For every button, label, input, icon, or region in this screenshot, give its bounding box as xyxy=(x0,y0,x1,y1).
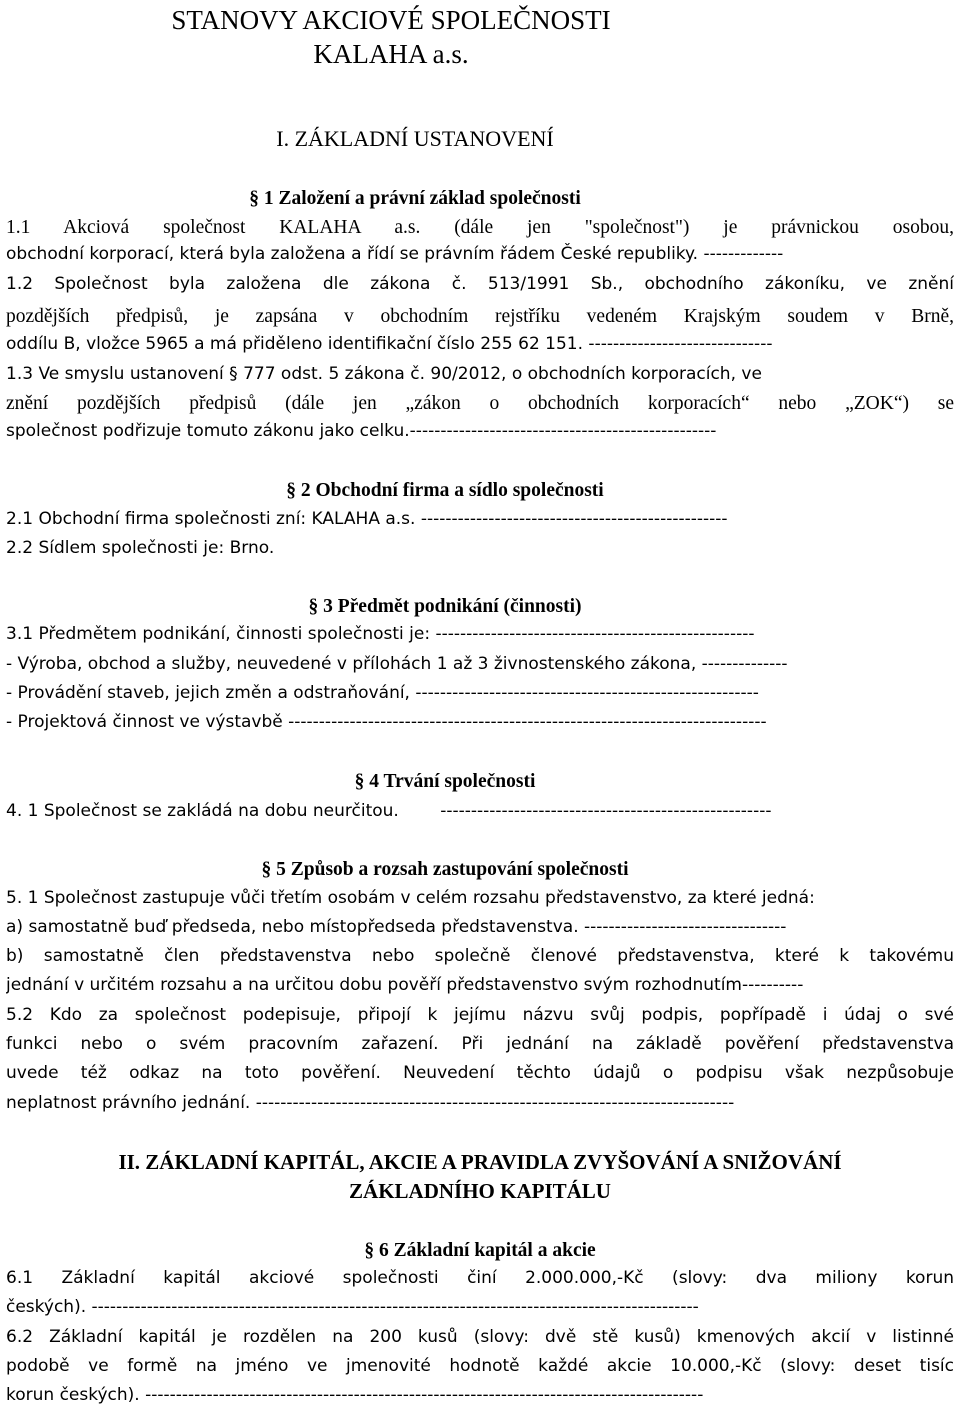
section-sign: § xyxy=(261,859,272,880)
paragraph-6-2-line-1: 6.2 Základní kapitál je rozdělen na 200 kusů (slovy: dvě stě kusů) kmenových akcií v listinné xyxy=(6,1327,954,1347)
paragraph-5-1-item-b-line-1: b) samostatně člen představenstva nebo společně členové představenstva, které k takovému xyxy=(6,946,954,966)
paragraph-1-2-line-3: oddílu B, vložce 5965 a má přiděleno identifikační číslo 255 62 151. ------------------------------ xyxy=(6,334,773,354)
paragraph-5-2-line-4: neplatnost právního jednání. ------------------------------------------------------------------------------ xyxy=(6,1093,735,1113)
paragraph-1-3-line-1 xyxy=(6,360,954,389)
article-1-heading xyxy=(6,184,954,213)
article-2-heading-text: 2 Obchodní firma a sídlo společnosti xyxy=(300,480,604,501)
part-1-heading: I. ZÁKLADNÍ USTANOVENÍ xyxy=(276,126,554,151)
activity-item-3: - Projektová činnost ve výstavbě ------------------------------------------------------------------------------ xyxy=(6,712,767,732)
paragraph-5-2-line-3: uvede též odkaz na toto pověření. Neuvedení těchto údajů o podpisu však nezpůsobuje xyxy=(6,1063,954,1083)
paragraph-2-1: 2.1 Obchodní firma společnosti zní: KALAHA a.s. -------------------------------------------------- xyxy=(6,509,728,529)
section-sign: § xyxy=(364,1240,375,1261)
section-sign: § xyxy=(229,364,238,384)
part-2-heading-line-2: ZÁKLADNÍHO KAPITÁLU xyxy=(349,1179,611,1203)
paragraph-6-1-line-1: 6.1 Základní kapitál akciové společnosti činí 2.000.000,-Kč (slovy: dva miliony korun xyxy=(6,1268,954,1288)
article-5-heading xyxy=(6,855,954,884)
article-3-heading-text: 3 Předmět podnikání (činnosti) xyxy=(323,596,582,617)
paragraph-1-3-text-b: 777 odst. 5 zákona č. 90/2012, o obchodních korporacích, ve xyxy=(237,364,762,384)
section-sign: § xyxy=(354,771,365,792)
paragraph-5-2-line-2: funkci nebo o svém pracovním zařazení. Při jednání na základě pověření představenstva xyxy=(6,1034,954,1054)
paragraph-5-2-line-1: 5.2 Kdo za společnost podepisuje, připojí k jejímu názvu svůj podpis, popřípadě i údaj o své xyxy=(6,1005,954,1025)
paragraph-4-1 xyxy=(6,797,954,826)
paragraph-1-3-line-2: znění pozdějších předpisů (dále jen „zákon o obchodních korporacích“ nebo „ZOK“) se xyxy=(6,393,954,414)
article-5-heading-text: 5 Způsob a rozsah zastupování společnosti xyxy=(276,859,629,880)
document-title-line-2: KALAHA a.s. xyxy=(313,39,469,69)
section-sign: § xyxy=(308,596,319,617)
article-3-heading xyxy=(6,592,954,621)
paragraph-4-1-text: 4. 1 Společnost se zakládá na dobu neurčitou. xyxy=(6,801,399,821)
paragraph-1-2-line-2: pozdějších předpisů, je zapsána v obchodním rejstříku vedeném Krajským soudem v Brně, xyxy=(6,306,954,327)
article-6-heading-text: 6 Základní kapitál a akcie xyxy=(378,1240,596,1261)
paragraph-5-1-line-1: 5. 1 Společnost zastupuje vůči třetím osobám v celém rozsahu představenstvo, za které jedná: xyxy=(6,888,815,908)
activity-item-2: - Provádění staveb, jejich změn a odstraňování, -------------------------------------------------------- xyxy=(6,683,759,703)
paragraph-2-2: 2.2 Sídlem společnosti je: Brno. xyxy=(6,538,275,558)
paragraph-4-1-dashes: ------------------------------------------------------ xyxy=(440,801,772,821)
article-2-heading xyxy=(6,476,954,505)
article-4-heading xyxy=(6,767,954,796)
section-sign: § xyxy=(286,480,297,501)
article-6-heading xyxy=(6,1236,954,1265)
paragraph-3-1: 3.1 Předmětem podnikání, činnosti společnosti je: ---------------------------------------------------- xyxy=(6,624,755,644)
paragraph-6-2-line-3: korun českých). ------------------------------------------------------------------------------------------- xyxy=(6,1385,704,1405)
paragraph-1-1-line-2: obchodní korporací, která byla založena a řídí se právním řádem České republiky. ------------- xyxy=(6,244,784,264)
paragraph-6-1-line-2: českých). --------------------------------------------------------------------------------------------------- xyxy=(6,1297,699,1317)
paragraph-1-2-line-1: 1.2 Společnost byla založena dle zákona č. 513/1991 Sb., obchodního zákoníku, ve znění xyxy=(6,274,954,294)
document-title-line-1: STANOVY AKCIOVÉ SPOLEČNOSTI xyxy=(171,5,611,35)
article-4-heading-text: 4 Trvání společnosti xyxy=(369,771,536,792)
paragraph-6-2-line-2: podobě ve formě na jméno ve jmenovité hodnotě každé akcie 10.000,-Kč (slovy: deset tisíc xyxy=(6,1356,954,1376)
paragraph-1-1-line-1: 1.1 Akciová společnost KALAHA a.s. (dále jen "společnost") je právnickou osobou, xyxy=(6,217,954,238)
paragraph-5-1-item-b-line-2: jednání v určitém rozsahu a na určitou dobu pověří představenstvo svým rozhodnutím---------- xyxy=(6,975,804,995)
paragraph-5-1-item-a: a) samostatně buď předseda, nebo místopředseda představenstva. --------------------------------- xyxy=(6,917,787,937)
paragraph-1-3-text-a: 1.3 Ve smyslu ustanovení xyxy=(6,364,230,384)
article-1-heading-text: 1 Založení a právní základ společnosti xyxy=(263,188,581,209)
section-sign: § xyxy=(249,188,259,209)
part-2-heading-line-1: II. ZÁKLADNÍ KAPITÁL, AKCIE A PRAVIDLA ZVYŠOVÁNÍ A SNIŽOVÁNÍ xyxy=(118,1150,842,1174)
document-title xyxy=(6,3,776,71)
activity-item-1: - Výroba, obchod a služby, neuvedené v přílohách 1 až 3 živnostenského zákona, -------------- xyxy=(6,654,788,674)
paragraph-1-3-line-3: společnost podřizuje tomuto zákonu jako celku.-------------------------------------------------- xyxy=(6,421,717,441)
